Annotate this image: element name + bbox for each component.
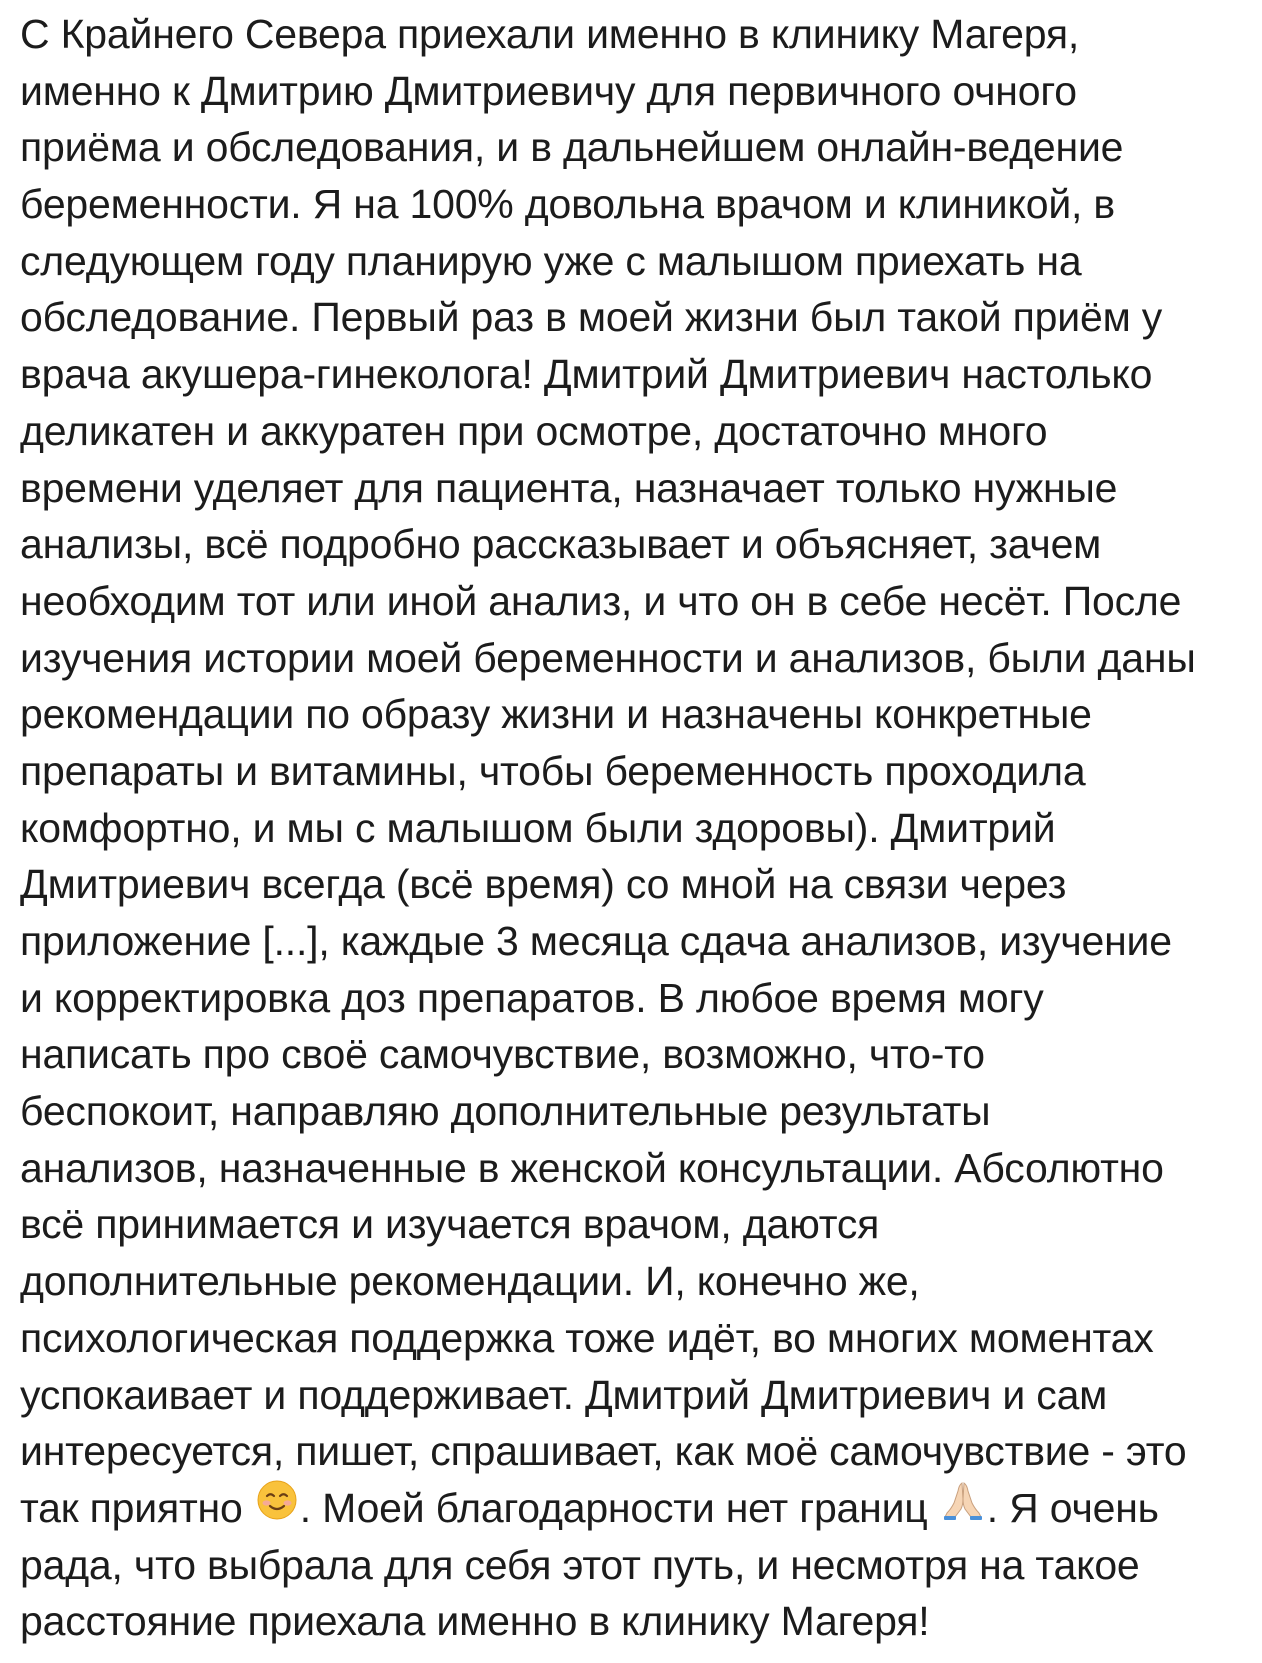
review-line: интересуется, пишет, спрашивает, как моё самочувствие - это: [20, 1428, 1187, 1475]
review-line: анализы, всё подробно рассказывает и объясняет, зачем: [20, 521, 1102, 568]
review-line: деликатен и аккуратен при осмотре, достаточно много: [20, 407, 1048, 454]
review-line: приёма и обследования, и в дальнейшем онлайн-ведение: [20, 124, 1124, 171]
review-text-fragment: так приятно: [20, 1484, 254, 1531]
review-line: приложение [...], каждые 3 месяца сдача анализов, изучение: [20, 918, 1172, 964]
review-line: успокаивает и поддерживает. Дмитрий Дмитриевич и сам: [20, 1371, 1108, 1418]
review-line: изучения истории моей беременности и анализов, были даны: [20, 634, 1196, 681]
review-line: всё принимается и изучается врачом, даются: [20, 1201, 880, 1248]
review-line: расстояние приехала именно в клинику Магеря!: [20, 1598, 930, 1645]
review-line: необходим тот или иной анализ, и что он в себе несёт. После: [20, 577, 1182, 624]
review-line: времени уделяет для пациента, назначает только нужные: [20, 464, 1118, 511]
review-line: препараты и витамины, чтобы беременность проходила: [20, 747, 1086, 794]
review-line: дополнительные рекомендации. И, конечно же,: [20, 1258, 920, 1305]
review-line: врача акушера-гинеколога! Дмитрий Дмитриевич настолько: [20, 351, 1153, 398]
review-line: психологическая поддержка тоже идёт, во многих моментах: [20, 1314, 1154, 1361]
review-text-fragment: . Моей благодарности нет границ: [299, 1484, 939, 1531]
review-line-with-emoji: [20, 1480, 1250, 1537]
review-line: анализов, назначенные в женской консультации. Абсолютно: [20, 1144, 1164, 1191]
review-line: беременности. Я на 100% довольна врачом и клиникой, в: [20, 181, 1115, 228]
review-line: и корректировка доз препаратов. В любое время могу: [20, 974, 1044, 1021]
review-line: комфортно, и мы с малышом были здоровы). Дмитрий: [20, 804, 1056, 851]
review-line: именно к Дмитрию Дмитриевичу для первичного очного: [20, 67, 1077, 114]
review-line: Дмитриевич всегда (всё время) со мной на связи через: [20, 861, 1067, 908]
review-line: написать про своё самочувствие, возможно, что-то: [20, 1031, 985, 1078]
review-line: обследование. Первый раз в моей жизни был такой приём у: [20, 294, 1163, 341]
review-line: С Крайнего Севера приехали именно в клинику Магеря,: [20, 11, 1080, 57]
review-line: рада, что выбрала для себя этот путь, и несмотря на такое: [20, 1541, 1140, 1588]
review-line: беспокоит, направляю дополнительные результаты: [20, 1088, 991, 1135]
review-line: следующем году планирую уже с малышом приехать на: [20, 237, 1082, 284]
smiling-face-emoji-icon: [256, 1479, 298, 1536]
review-text-fragment: . Я очень: [986, 1484, 1159, 1531]
folded-hands-emoji-icon: [941, 1479, 985, 1536]
review-line: рекомендации по образу жизни и назначены конкретные: [20, 691, 1092, 738]
review-text: [20, 6, 1250, 1650]
